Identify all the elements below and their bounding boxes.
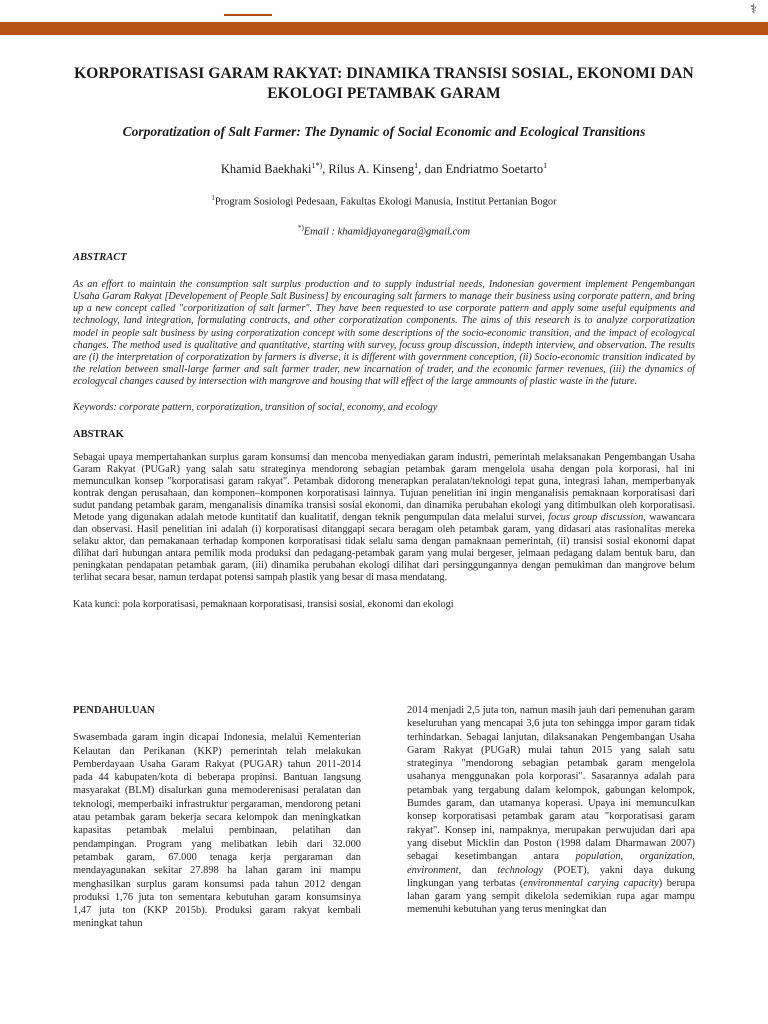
abstrak-text bbox=[73, 452, 695, 585]
intro-text: , bbox=[692, 851, 695, 863]
header-bar bbox=[0, 22, 768, 35]
author-name: Khamid Baekhaki bbox=[220, 162, 312, 177]
affiliation bbox=[73, 191, 695, 210]
accent-line bbox=[224, 14, 272, 16]
abstrak-part: , wawancara dan observasi. Hasil penelitian ini adalah (i) korporatisasi ditanggapi secara beragam oleh petambak garam, yang didasari atas rasionalitas mereka selaku aktor, dan pemakanaan terhadap komponen korporatisasi tidak selalu sama dengan pamaknaan pemerintah, (ii) transisi sosial ekonomi dapat dilihat dari hubungan antara pemilik moda produksi dan pedagang-petambak garam yang mulai bergeser, jelmaan pedagang dalam bentuk baru, dan peningkatan pendapatan petambak garam, (iii) dinamika perubahan ekologi dilihat dari persinggungannya dengan pemukiman dan mangrove belum terlihat secara besar, namun terdapat potensi sampah plastik yang besar di masa mendatang. bbox=[73, 512, 696, 584]
intro-text: , dan bbox=[458, 864, 498, 876]
abstrak-part: Sebagai upaya mempertahankan surplus garam konsumsi dan mencoba menyediakan garam industri, pemerintah melaksanakan Pengembangan Usaha Garam Rakyat (PUGaR) yang salah satu strateginya mendorong sebagian petambak garam mengelola usaha dengan pola korporasi, hal ini memunculkan konsep "korporatisasi garam rakyat". Petambak didorong menerapkan peralatan/teknologi tepat guna, integrasi lahan, memperbanyak kontrak dengan perusahaan, dan komponen–komponen korporatisasi lainnya. Tujuan penelitian ini ingin menganalisis pemaknaan korporatisasi dari sudut pandang petambak garam, menganalisis dinamika transisi sosial ekonomi, dan dinamika perubahan ekologi yang ditimbulkan oleh korporatisasi. Metode yang digunakan adalah metode kuntitatif dan kualitatif, dengan teknik pengumpulan data melalui survei, bbox=[73, 452, 695, 524]
intro-italic: population bbox=[575, 851, 621, 863]
intro-italic: technology bbox=[497, 864, 544, 876]
left-column bbox=[73, 704, 361, 931]
author-name: Rilus A. Kinseng bbox=[328, 162, 415, 177]
intro-italic: environment bbox=[407, 864, 459, 876]
intro-italic: environmental carying capacity bbox=[523, 877, 659, 889]
email-sup: *) bbox=[297, 223, 304, 232]
intro-text: (POET), yakni daya dukung lingkungan yang terbatas ( bbox=[407, 864, 695, 889]
author-sup: 1 bbox=[414, 161, 419, 170]
caduceus-icon: ⚕ bbox=[750, 2, 758, 17]
intro-text: ) berupa lahan garam yang sempit dikelola sedemikian rupa agar mampu memenuhi kebutuhan yang terus meningkat dan bbox=[407, 877, 696, 916]
top-toolbar bbox=[0, 0, 768, 23]
email-label: Email : bbox=[303, 226, 338, 238]
abstract-heading: ABSTRACT bbox=[73, 252, 127, 264]
author-sup: 1 bbox=[543, 161, 548, 170]
right-column bbox=[407, 704, 695, 917]
affiliation-sup: 1 bbox=[211, 194, 215, 203]
keywords: Keywords: corporate pattern, corporatization, transition of social, economy, and ecology bbox=[73, 402, 438, 413]
paper-subtitle: Corporatization of Salt Farmer: The Dynamic of Social Economic and Ecological Transitions bbox=[122, 124, 646, 139]
intro-paragraph-left: Swasembada garam ingin dicapai Indonesia, melalui Kementerian Kelautan dan Perikanan (KKP) pemerintah telah melakukan Pemberdayaan Usaha Garam Rakyat (PUGAR) tahun 2011-2014 pada 44 kabupaten/kota di beberapa propinsi. Bantuan langsung masyarakat (BLM) disalurkan guna memoderenisasi peralatan dan teknologi, memperbaiki infrastruktur pergaraman, mendorong petani atau petambak garam bekerja secara kelompok dan meningkatkan kapasitas petambak melalui pembinaan, pelatihan dan pendampingan. Program yang melibatkan lebih dari 32.000 petambak garam, 67.000 tenaga kerja pergaraman dan mendayagunakan sekitar 27.898 ha lahan garam ini mampu menghasilkan surplus garam konsumsi pada tahun 2012 dengan produksi 1,76 juta ton sementara kebutuhan garam konsumsinya 1,47 juta ton (KKP 2015b). Produksi garam rakyat kembali meningkat tahun bbox=[73, 732, 361, 930]
intro-text: , bbox=[620, 851, 640, 863]
abstrak-heading: ABSTRAK bbox=[73, 429, 124, 440]
affiliation-text: Program Sosiologi Pedesaan, Fakultas Ekologi Manusia, Institut Pertanian Bogor bbox=[214, 196, 557, 208]
author-list: Khamid Baekhaki$^{1*)}$, Rilus A. Kinseng$^1$, dan Endriatmo Soetarto$^1$ bbox=[220, 161, 548, 177]
intro-heading: PENDAHULUAN bbox=[73, 705, 155, 716]
intro-italic: organization bbox=[639, 851, 693, 863]
abstrak-italic: focus group discussion bbox=[548, 512, 644, 524]
intro-text: 2014 menjadi 2,5 juta ton, namun masih jauh dari pemenuhan garam keseluruhan yang mencapai 3,6 juta ton sehingga impor garam tidak terhindarkan. Sebagai lanjutan, dilaksanakan Pengembangan Usaha Garam Rakyat (PUGaR) mulai tahun 2015 yang salah satu strateginya "mendorong sebagian petambak garam mengelola usahanya menggunakan pola korporasi". Sasarannya adalah para petambak yang tergabung dalam kelompok, gabungan kelompok, Bumdes garam, dan utamanya koperasi. Upaya ini memunculkan konsep korporatisasi petambak garam atau "korporatisasi garam rakyat". Konsep ini, nampaknya, merupakan perwujudan dari apa yang disebut Micklin dan Poston (1998 dalam Dharmawan 2007) sebagai kesetimbangan antara bbox=[407, 705, 695, 863]
body-columns bbox=[73, 704, 695, 954]
contact-email bbox=[73, 221, 695, 240]
email-address[interactable]: khamidjayanegara@gmail.com bbox=[337, 226, 471, 238]
intro-paragraph-right bbox=[407, 704, 695, 917]
author-name: dan Endriatmo Soetarto bbox=[424, 162, 544, 177]
paper-page bbox=[73, 64, 695, 611]
abstract-text: As an effort to maintain the consumption salt surplus production and to supply industrial needs, Indonesian goverment implement Pengembangan Usaha Garam Rakyat [Developement of People Salt Business] by encouraging salt farmers to manage their business using corporate pattern, and bring up a new concept called "corporitization of salt farmer". They have been requested to use corporate pattern and apply some useful equipments and technology, land integration, formulating contracts, and other corporatization components. The aims of this research is to analyze corporatization model in people salt business by using corporatization concept with some descriptions of the socio-economic transition, and the impact of ecologycal changes. The method used is qualitative and quantitative, starting with survey, focuss group discussion, indepth interview, and observation. The results are (i) the interpretation of corporatization by farmers is diverse, it is different with government conception, (ii) Socio-economic transition indicated by the relation between small-large farmer and salt farmer trader, new incarnation of trader, and the economic farmer revenues, (iii) the dynamics of ecologycal changes caused by intersection with mangrove and housing that will effect of the large ammounts of plastic waste in the future. bbox=[73, 279, 695, 387]
author-sup: 1*) bbox=[311, 161, 323, 170]
kata-kunci: Kata kunci: pola korporatisasi, pemaknaan korporatisasi, transisi sosial, ekonomi dan ekologi bbox=[73, 598, 454, 610]
paper-title: KORPORATISASI GARAM RAKYAT: DINAMIKA TRANSISI SOSIAL, EKONOMI DAN EKOLOGI PETAMBAK GARAM bbox=[74, 65, 694, 102]
